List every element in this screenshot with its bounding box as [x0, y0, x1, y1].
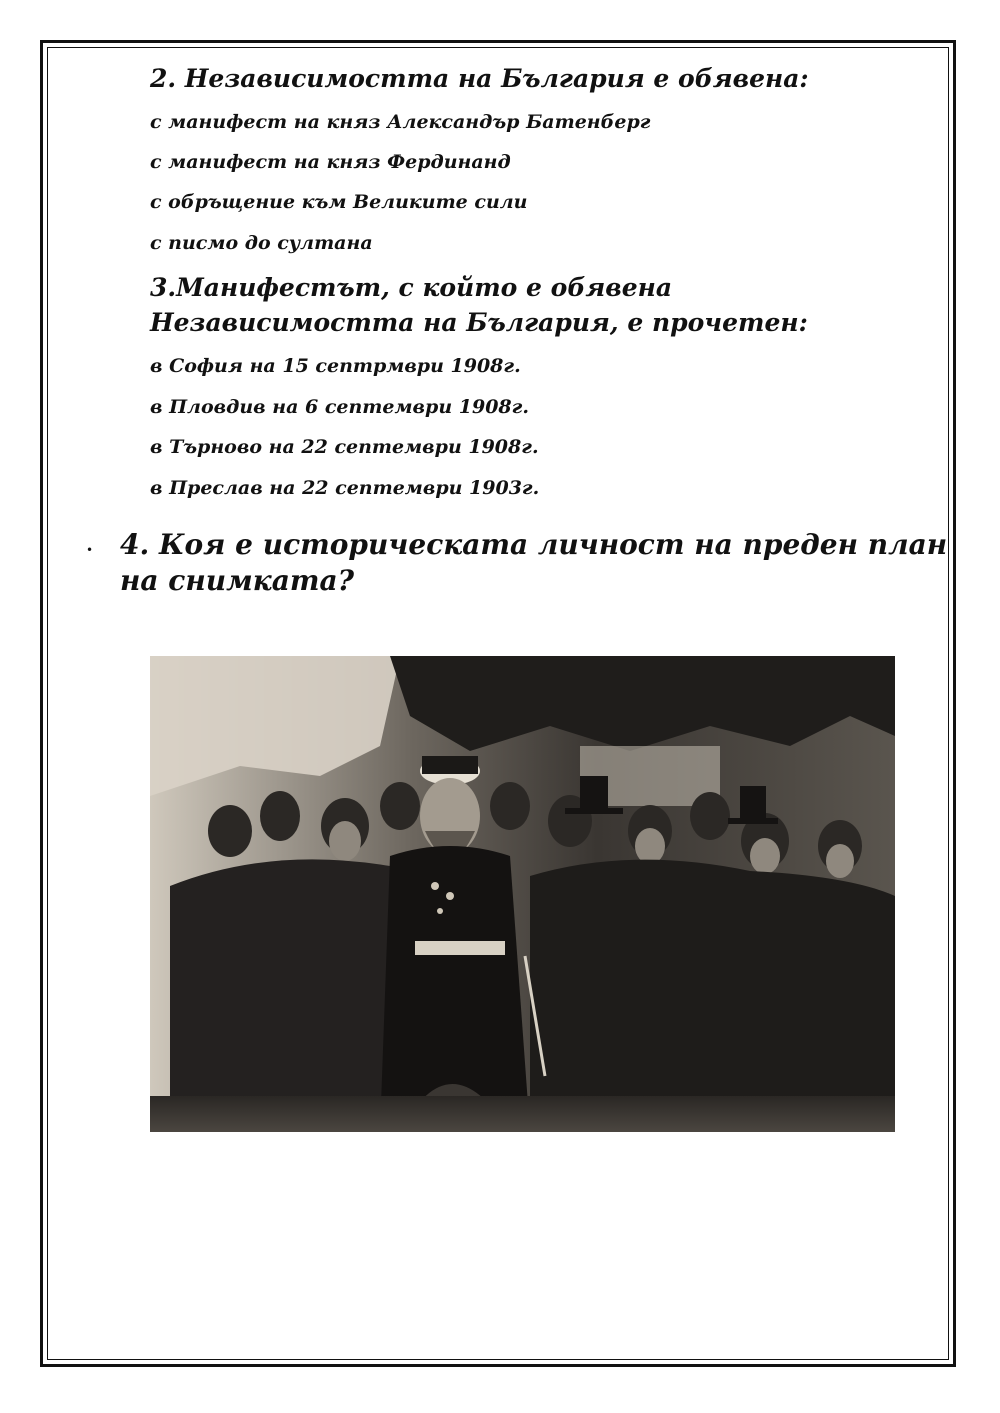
question-3-option-4[interactable]: в Преслав на 22 септември 1903г. [150, 477, 540, 499]
question-3-option-2[interactable]: в Пловдив на 6 септември 1908г. [150, 396, 529, 418]
question-2-option-4[interactable]: с писмо до султана [150, 232, 373, 254]
question-3-option-3[interactable]: в Търново на 22 септември 1908г. [150, 436, 539, 458]
question-2-option-2[interactable]: с манифест на княз Фердинанд [150, 151, 511, 173]
historical-photo [150, 656, 895, 1132]
question-4-title-line-2: на снимката? [120, 564, 355, 597]
question-2-option-1[interactable]: с манифест на княз Александър Батенберг [150, 111, 651, 133]
question-2-option-3[interactable]: с обръщение към Великите сили [150, 191, 528, 213]
question-2-title: 2. Независимостта на България е обявена: [150, 64, 809, 93]
question-3-option-1[interactable]: в София на 15 септрмври 1908г. [150, 355, 521, 377]
historical-photo-icon [150, 656, 895, 1132]
question-3-title-line-2: Независимостта на България, е прочетен: [150, 308, 808, 337]
question-4-title-line-1: 4. Коя е историческата личност на преден план [120, 528, 948, 561]
question-3-title-line-1: 3.Манифестът, с който е обявена [150, 273, 673, 302]
bullet-marker: • [86, 543, 94, 557]
